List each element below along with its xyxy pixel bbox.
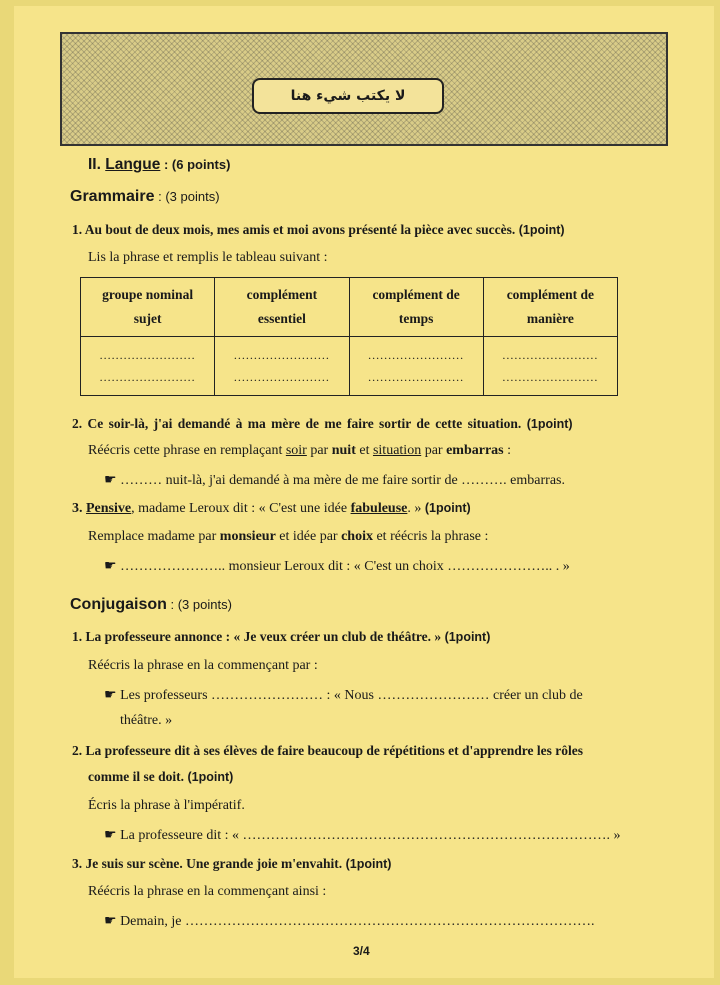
conjugaison-q2-answer[interactable]: ☛ La professeure dit : « ……………………………………………………………………. » [104,828,621,843]
section-heading: II. Langue : (6 points) [88,156,231,173]
conjugaison-q3: 3. Je suis sur scène. Une grande joie m'envahit. (1point) [72,856,392,871]
conjugaison-heading: Conjugaison : (3 points) [70,596,232,613]
conjugaison-q3-instruction: Réécris la phrase en la commençant ainsi : [88,884,327,899]
conjugaison-q1-answer-cont: théâtre. » [120,713,173,728]
exam-page [14,6,714,978]
answer-cell[interactable]: ........................ ........................ [215,337,349,396]
grammaire-heading: Grammaire : (3 points) [70,188,220,205]
pointing-hand-icon: ☛ [104,828,117,843]
pointing-hand-icon: ☛ [104,559,117,574]
do-not-write-notice: لا يكتب شيء هنا [252,78,444,114]
grammaire-q2-answer[interactable]: ☛ ……… nuit-là, j'ai demandé à ma mère de me faire sortir de ………. embarras. [104,473,565,488]
conjugaison-q1-instruction: Réécris la phrase en la commençant par : [88,658,318,673]
conjugaison-q2-cont: comme il se doit. (1point) [88,769,234,784]
grammaire-q3-answer[interactable]: ☛ ………………….. monsieur Leroux dit : « C'est un choix ………………….. . » [104,559,570,574]
conjugaison-q1-answer[interactable]: ☛ Les professeurs …………………… : « Nous …………………… créer un club de [104,688,583,703]
grammaire-q2: 2. Ce soir-là, j'ai demandé à ma mère de me faire sortir de cette situation. (1point) [72,416,573,431]
table-header-row [81,278,618,337]
page-number: 3/4 [353,944,370,958]
reserved-area [60,32,668,146]
pointing-hand-icon: ☛ [104,473,117,488]
table-header: complément de temps [349,278,483,337]
grammaire-q3-instruction: Remplace madame par monsieur et idée par choix et réécris la phrase : [88,529,489,544]
table-header: complément de manière [483,278,617,337]
table-answer-row [81,337,618,396]
pointing-hand-icon: ☛ [104,914,117,929]
table-header: groupe nominal sujet [81,278,215,337]
conjugaison-q2-instruction: Écris la phrase à l'impératif. [88,798,245,813]
answer-cell[interactable]: ........................ ........................ [81,337,215,396]
conjugaison-q1: 1. La professeure annonce : « Je veux créer un club de théâtre. » (1point) [72,629,491,644]
pointing-hand-icon: ☛ [104,688,117,703]
conjugaison-q3-answer[interactable]: ☛ Demain, je ……………………………………………………………………………. [104,914,595,929]
analysis-table [80,277,618,396]
answer-cell[interactable]: ........................ ........................ [483,337,617,396]
table-header: complément essentiel [215,278,349,337]
grammaire-q1: 1. Au bout de deux mois, mes amis et moi avons présenté la pièce avec succès. (1point) [72,222,565,237]
grammaire-q1-instruction: Lis la phrase et remplis le tableau suivant : [88,250,328,265]
answer-cell[interactable]: ........................ ........................ [349,337,483,396]
conjugaison-q2: 2. La professeure dit à ses élèves de faire beaucoup de répétitions et d'apprendre les rôles [72,743,583,758]
grammaire-q2-instruction: Réécris cette phrase en remplaçant soir par nuit et situation par embarras : [88,443,512,458]
grammaire-q3: 3. Pensive, madame Leroux dit : « C'est une idée fabuleuse. » (1point) [72,501,471,516]
